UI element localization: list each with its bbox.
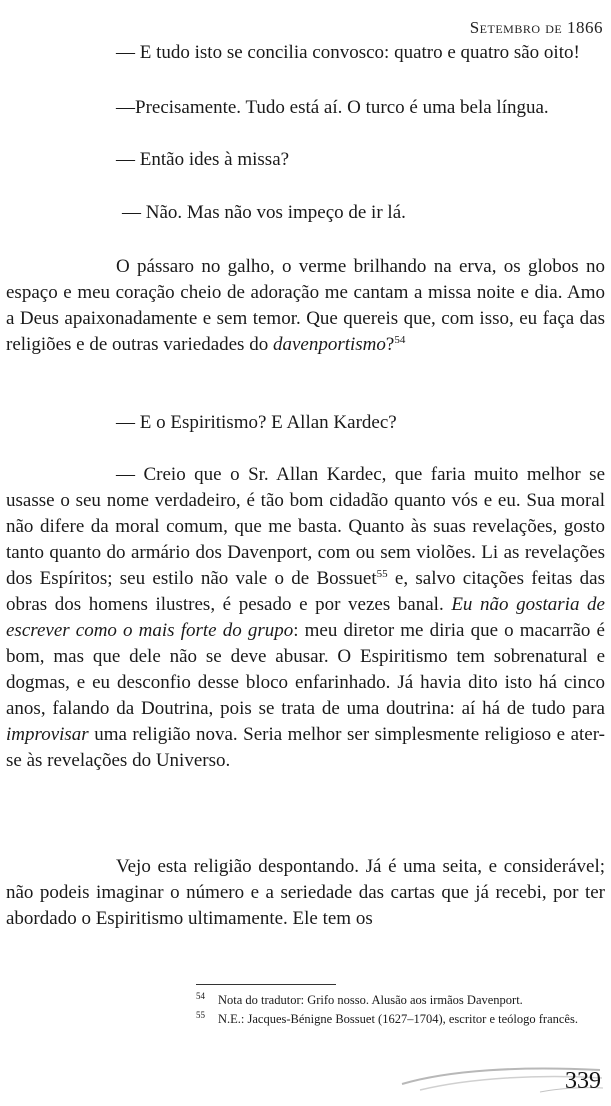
footnote-text: Nota do tradutor: Grifo nosso. Alusão aos irmãos Davenport.	[218, 993, 523, 1007]
paragraph-2-text-a: — Creio que o Sr. Allan Kardec, que faria muito melhor se usasse o seu nome verdadeiro, é tão bom cidadão quanto vós e eu. Sua moral não difere da moral comum, que me basta. Quanto às suas revelações, gosto tanto quanto do armário dos Davenport, com ou sem violões. Li as revelações dos Espíritos; seu estilo não vale o de Bossuet	[6, 464, 605, 589]
footnote-ref-55[interactable]: 55	[376, 568, 388, 580]
page-number: 339	[565, 1068, 601, 1094]
footnote-number: 54	[196, 991, 205, 1001]
footnote-divider	[196, 984, 336, 985]
paragraph-2-text-b: e, salvo citações feitas das obras dos homens ilustres, é pesado e por vezes banal.	[6, 568, 606, 615]
dialogue-line-1: — E tudo isto se concilia convosco: quatro e quatro são oito!	[116, 42, 580, 63]
running-header: Setembro de 1866	[469, 18, 603, 37]
footnote-ref-54[interactable]: 54	[394, 334, 406, 346]
dialogue-line-3: — Então ides à missa?	[116, 149, 290, 170]
paragraph-3: Vejo esta religião despontando. Já é uma seita, e considerável; não podeis imaginar o número e a seriedade das cartas que já recebi, por ter abordado o Espiritismo ultimamente. Ele tem os	[6, 856, 605, 929]
paragraph-2-text-d: uma religião nova. Seria melhor ser simplesmente religioso e ater-se às revelações do Universo.	[6, 724, 605, 771]
question-line: — E o Espiritismo? E Allan Kardec?	[116, 412, 397, 433]
dialogue-line-2: —Precisamente. Tudo está aí. O turco é uma bela língua.	[116, 97, 549, 118]
paragraph-1	[6, 254, 605, 358]
paragraph-1-emphasis: davenportismo	[272, 334, 386, 355]
paragraph-1-punct: ?	[385, 334, 395, 355]
paragraph-1-text: O pássaro no galho, o verme brilhando na erva, os globos no espaço e meu coração cheio de adoração me cantam a missa noite e dia. Amo a Deus apaixonadamente e sem temor. Que quereis que, com isso, eu faça das religiões e de outras variedades do	[6, 256, 605, 355]
footnote-55	[196, 1011, 603, 1027]
footnote-text: N.E.: Jacques-Bénigne Bossuet (1627–1704), escritor e teólogo francês.	[218, 1012, 578, 1026]
paragraph-2-text-c: : meu diretor me diria que o macarrão é bom, mas que dele não se deve abusar. O Espiritismo tem sobrenatural e dogmas, e eu desconfio desse bloco enfarinhado. Já havia dito isto há cinco anos, falando da Doutrina, pois se trata de uma doutrina: aí há de tudo para	[6, 620, 605, 719]
paragraph-2	[6, 462, 605, 774]
paragraph-2-emphasis-2: improvisar	[6, 724, 89, 745]
footnote-number: 55	[196, 1010, 205, 1020]
paragraph-2-emphasis-1: Eu não gostaria de escrever como o mais forte do grupo	[6, 594, 605, 641]
footnote-54	[196, 992, 603, 1008]
dialogue-line-4: — Não. Mas não vos impeço de ir lá.	[122, 202, 406, 223]
